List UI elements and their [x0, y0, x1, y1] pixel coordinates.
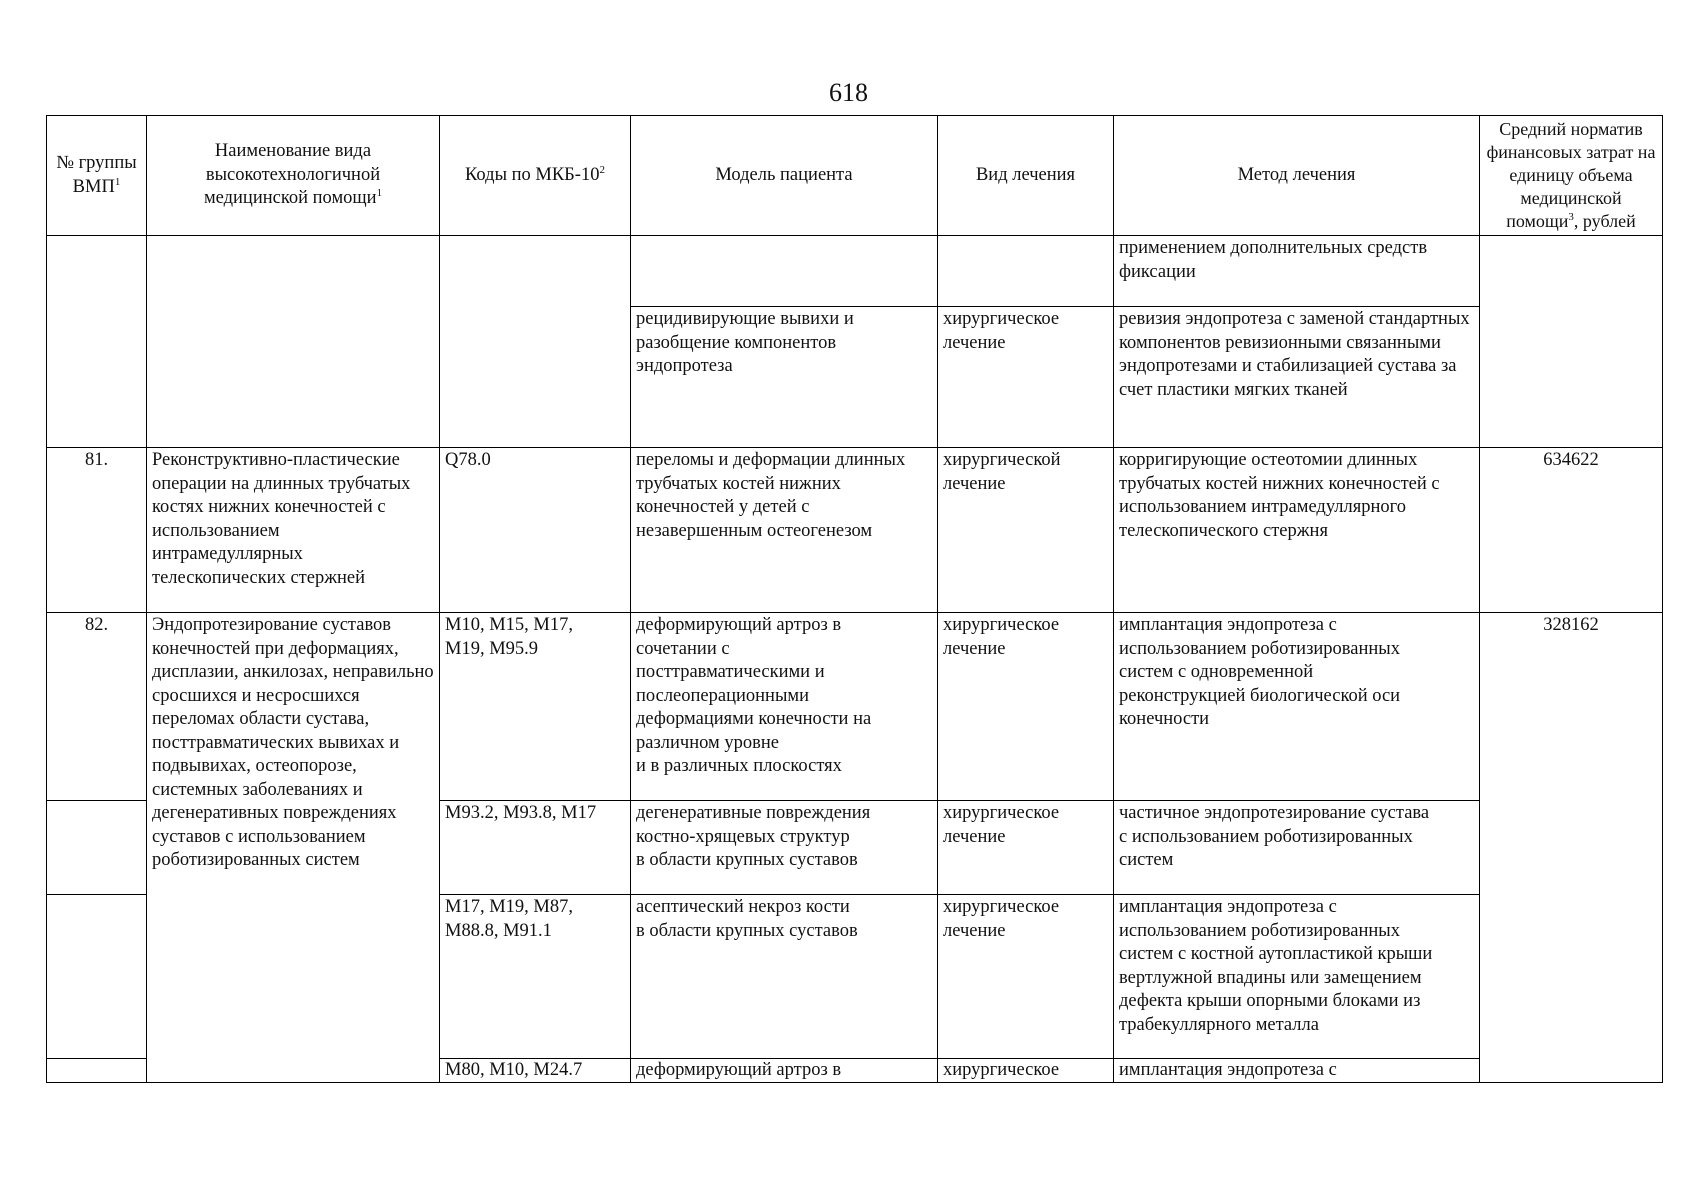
cell-method: имплантация эндопротеза с [1114, 1059, 1480, 1083]
cell-method: имплантация эндопротеза с использованием роботизированных систем с одновременной реконструкцией биологической оси конечности [1114, 613, 1480, 801]
cell-cost: 634622 [1480, 448, 1663, 613]
cell-model [631, 236, 938, 307]
header-codes: Коды по МКБ-$10^2$ [440, 116, 631, 236]
header-row [47, 116, 1663, 236]
cell-model: рецидивирующие вывихи и разобщение компонентов эндопротеза [631, 307, 938, 448]
cell-group-number [47, 801, 147, 895]
cell-codes: M10, M15, M17, M19, M95.9 [440, 613, 631, 801]
cell-treatment: хирургическое лечение [938, 801, 1114, 895]
table-row [47, 448, 1663, 613]
cell-treatment: хирургическое лечение [938, 613, 1114, 801]
cell-codes [440, 236, 631, 448]
cell-method: применением дополнительных средств фиксации [1114, 236, 1480, 307]
cell-treatment [938, 236, 1114, 307]
cell-treatment: хирургической лечение [938, 448, 1114, 613]
cell-method: корригирующие остеотомии длинных трубчатых костей нижних конечностей с использованием интрамедуллярного телескопического стержня [1114, 448, 1480, 613]
header-cost: Средний норматив финансовых затрат на единицу объема медицинской помощи$^3$, рублей [1480, 116, 1663, 236]
vmp-table [46, 115, 1663, 1083]
cell-name: Эндопротезирование суставов конечностей при деформациях, дисплазии, анкилозах, неправильно сросшихся и несросшихся переломах области сустава, посттравматических вывихах и подвывихах, остеопорозе, системных заболеваниях и дегенеративных повреждениях суставов с использованием роботизированных систем [147, 613, 440, 1083]
cell-model: деформирующий артроз в [631, 1059, 938, 1083]
cell-codes: M93.2, M93.8, M17 [440, 801, 631, 895]
cell-treatment: хирургическое лечение [938, 307, 1114, 448]
cell-codes: M80, M10, M24.7 [440, 1059, 631, 1083]
cell-model: деформирующий артроз в сочетании с посттравматическими и послеоперационными деформациями конечности на различном уровне и в различных плоскостях [631, 613, 938, 801]
cell-treatment: хирургическое лечение [938, 895, 1114, 1059]
cell-group-number: 81. [47, 448, 147, 613]
table-row [47, 613, 1663, 801]
cell-method: имплантация эндопротеза с использованием роботизированных систем с костной аутопластикой крыши вертлужной впадины или замещением дефекта крыши опорными блоками из трабекуллярного металла [1114, 895, 1480, 1059]
cell-name [147, 236, 440, 448]
cell-treatment: хирургическое [938, 1059, 1114, 1083]
cell-codes: M17, M19, M87, M88.8, M91.1 [440, 895, 631, 1059]
cell-cost [1480, 236, 1663, 448]
header-method: Метод лечения [1114, 116, 1480, 236]
cell-model: переломы и деформации длинных трубчатых костей нижних конечностей у детей с незавершенным остеогенезом [631, 448, 938, 613]
cell-method: частичное эндопротезирование сустава с использованием роботизированных систем [1114, 801, 1480, 895]
table-row [47, 236, 1663, 307]
cell-group-number [47, 1059, 147, 1083]
header-name: Наименование вида высокотехнологичной медицинской помощи$^1$ [147, 116, 440, 236]
cell-group-number: 82. [47, 613, 147, 801]
page-number: 618 [829, 78, 868, 107]
cell-method: ревизия эндопротеза с заменой стандартных компонентов ревизионными связанными эндопротезами и стабилизацией сустава за счет пластики мягких тканей [1114, 307, 1480, 448]
cell-group [47, 236, 147, 448]
cell-codes: Q78.0 [440, 448, 631, 613]
cell-model: асептический некроз кости в области крупных суставов [631, 895, 938, 1059]
header-group: № группы ВМП$^1$ [47, 116, 147, 236]
header-model: Модель пациента [631, 116, 938, 236]
header-treatment: Вид лечения [938, 116, 1114, 236]
cell-cost: 328162 [1480, 613, 1663, 1083]
cell-model: дегенеративные повреждения костно-хрящевых структур в области крупных суставов [631, 801, 938, 895]
cell-group-number [47, 895, 147, 1059]
cell-name: Реконструктивно-пластические операции на длинных трубчатых костях нижних конечностей с использованием интрамедуллярных телескопических стержней [147, 448, 440, 613]
